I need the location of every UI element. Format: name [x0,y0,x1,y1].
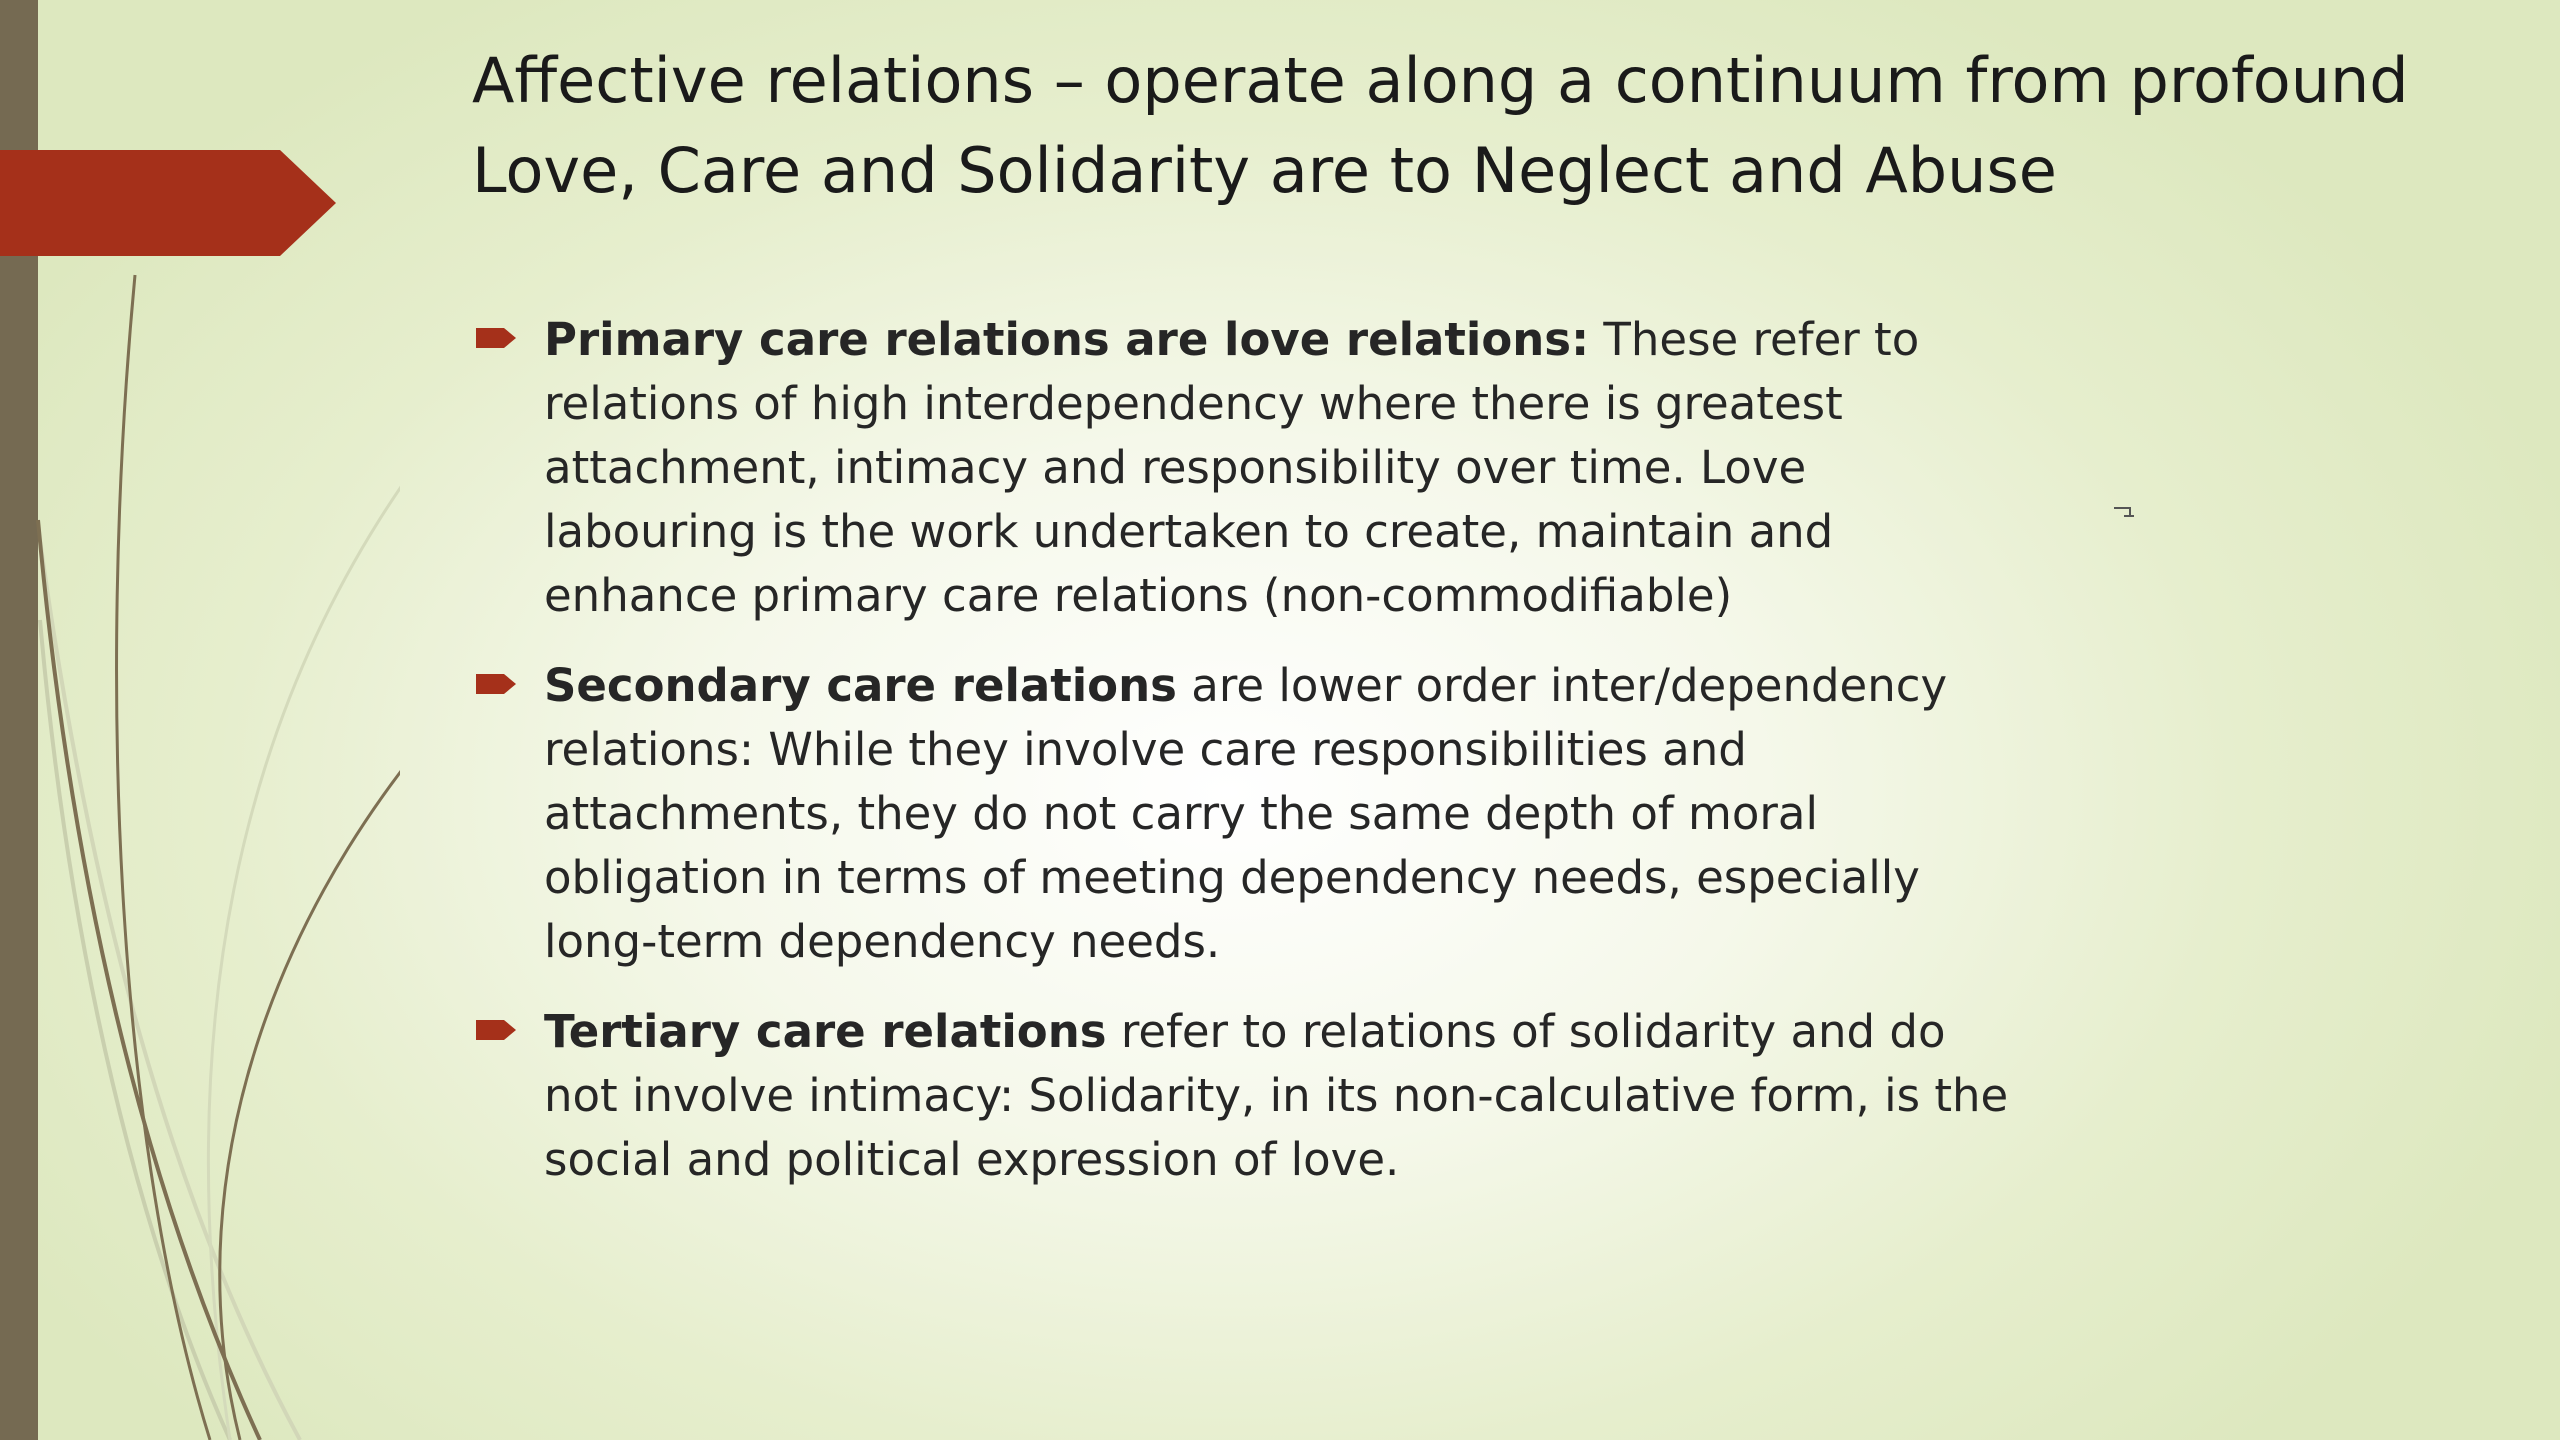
small-corner-mark-icon [2112,504,2136,520]
bullet-text: are lower order inter/dependency relations: While they involve care responsibilities and attachments, they do not carry the same depth of moral obligation in terms of meeting dependency needs, especially long-term dependency needs. [544,659,1948,968]
bullet-lead: Tertiary care relations [544,1005,1107,1058]
arrow-tab-icon [0,150,336,256]
bullet-lead: Primary care relations are love relations: [544,313,1590,366]
arrow-bullet-icon [476,670,516,698]
bullet-item-tertiary [472,1000,2012,1192]
arrow-bullet-icon [476,1016,516,1044]
bullet-text: refer to relations of solidarity and do not involve intimacy: Solidarity, in its non-calculative form, is the social and political expression of love. [544,1005,2009,1186]
bullet-item-primary [472,308,2012,628]
bullet-item-secondary [472,654,2012,974]
arrow-bullet-icon [476,324,516,352]
bullet-lead: Secondary care relations [544,659,1177,712]
bullet-text: These refer to relations of high interdependency where there is greatest attachment, intimacy and responsibility over time. Love labouring is the work undertaken to create, maintain and enhance primary care relations (non-commodifiable) [544,313,1920,622]
bullet-list [472,308,2012,1218]
slide-title: Affective relations – operate along a continuum from profound Love, Care and Solidarity are to Neglect and Abuse [472,44,2409,207]
